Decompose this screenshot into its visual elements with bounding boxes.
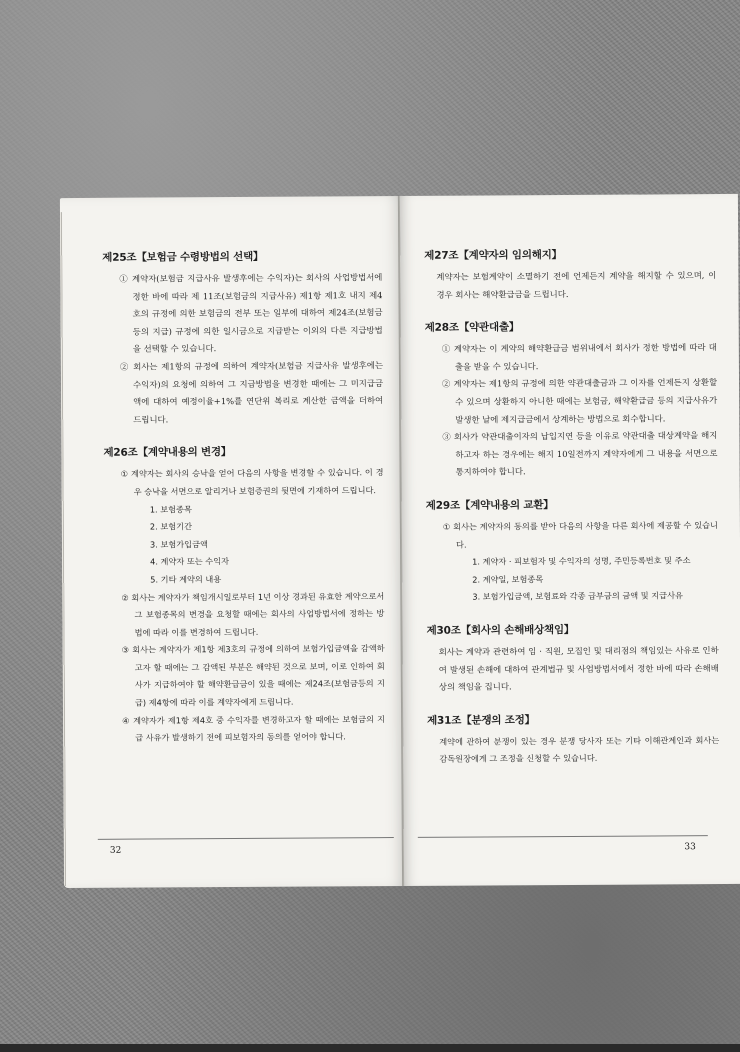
clause-3: ③ 회사가 약관대출이자의 납입지연 등을 이유로 약관대출 대상계약을 해지하고자 하는 경우에는 해지 10일전까지 계약자에게 그 내용을 서면으로 통지하여야 합니다. xyxy=(442,430,718,478)
article-27 xyxy=(424,246,716,304)
article-body: 계약에 관하여 분쟁이 있는 경우 분쟁 당사자 또는 기타 이해관계인과 회사는 감독원장에게 그 조정을 신청할 수 있습니다. xyxy=(439,734,720,765)
sub-item: 2. 계약일, 보험종목 xyxy=(472,573,544,585)
clause-2: ② 계약자는 제1항의 규정에 의한 약관대출금과 그 이자를 언제든지 상환할 수 있으며 상환하지 아니한 때에는 보험금, 해약환급금 등의 지급사유가 발생한 날에 제지급금에서 상계하는 방법으로 회수합니다. xyxy=(442,377,718,425)
article-30 xyxy=(426,621,718,697)
article-heading: 제25조【보험금 수령방법의 선택】 xyxy=(102,250,264,264)
article-heading: 제26조【계약내용의 변경】 xyxy=(103,446,232,460)
clause-1: ① 계약자는 이 계약의 해약환급금 범위내에서 회사가 정한 방법에 따라 대출을 받을 수 있습니다. xyxy=(441,342,717,372)
right-page xyxy=(400,194,740,886)
article-body: 회사는 계약과 관련하여 임 · 직원, 모집인 및 대리점의 책임있는 사유로 인하여 발생된 손해에 대하여 관계법규 및 사업방법서에서 정한 바에 따라 손해배상의 책임을 집니다. xyxy=(438,644,719,692)
article-heading: 제30조【회사의 손해배상책임】 xyxy=(426,623,575,637)
page-number: 32 xyxy=(109,845,122,856)
clause-1: ① 계약자(보험금 지급사유 발생후에는 수익자)는 회사의 사업방법서에 정한 바에 따라 제 11조(보험금의 지급사유) 제1항 제1호 내지 제4호의 규정에 의한 보험금의 전부 또는 일부에 대하여 제24조(보험금 등의 지급) 규정에 의한 일시금으로 지급받는 이외의 다른 지급방법을 선택할 수 있습니다. xyxy=(119,272,383,355)
article-heading: 제28조【약관대출】 xyxy=(424,321,520,335)
sub-item: 2. 보험기간 xyxy=(149,521,192,532)
clause-3: ③ 회사는 계약자가 제1항 제3호의 규정에 의하여 보험가입금액을 감액하고자 할 때에는 그 감액된 부분은 해약된 것으로 보며, 이로 인하여 회사가 지급하여야 할 해약환급금이 있을 때에는 제24조(보험금등의 지급) 제4항에 따라 이를 계약자에게 드립니다. xyxy=(121,643,385,708)
clause-2: ② 회사는 계약자가 책임개시일로부터 1년 이상 경과된 유효한 계약으로서 그 보험종목의 변경을 요청할 때에는 회사의 사업방법서에 정하는 방법에 따라 이를 변경하여 드립니다. xyxy=(121,590,385,638)
article-29 xyxy=(426,496,719,607)
sub-item: 3. 보험가입금액, 보험료와 각종 급부금의 금액 및 지급사유 xyxy=(472,590,683,602)
left-page xyxy=(60,196,408,888)
open-booklet xyxy=(60,194,740,888)
left-page-content xyxy=(60,248,407,764)
article-25 xyxy=(102,248,383,429)
footer-rule xyxy=(418,835,708,838)
clause-2: ② 회사는 제1항의 규정에 의하여 계약자(보험금 지급사유 발생후에는 수익자)의 요청에 의하여 그 지급방법을 변경한 때에는 그 미지급금액에 대하여 예정이율+1%를 연단위 복리로 계산한 금액을 더하여 드립니다. xyxy=(119,360,384,425)
article-26 xyxy=(103,443,385,747)
clause-1: ① 회사는 계약자의 동의를 받아 다음의 사항을 다른 회사에 제공할 수 있습니다. xyxy=(442,520,718,550)
right-page-content xyxy=(400,246,740,785)
article-heading: 제31조【분쟁의 조정】 xyxy=(427,713,536,727)
sub-item: 4. 계약자 또는 수익자 xyxy=(150,556,230,567)
sub-item: 5. 기타 계약의 내용 xyxy=(150,574,222,585)
scanner-edge xyxy=(0,1044,740,1052)
page-number: 33 xyxy=(684,842,696,853)
article-28 xyxy=(425,318,718,482)
sub-item: 1. 계약자 · 피보험자 및 수익자의 성명, 주민등록번호 및 주소 xyxy=(472,555,691,567)
clause-1: ① 계약자는 회사의 승낙을 얻어 다음의 사항을 변경할 수 있습니다. 이 경우 승낙을 서면으로 알리거나 보험증권의 뒷면에 기재하여 드립니다. xyxy=(120,467,384,497)
footer-rule xyxy=(98,837,394,840)
article-heading: 제27조【계약자의 임의해지】 xyxy=(424,249,562,262)
sub-item: 3. 보험가입금액 xyxy=(149,538,208,550)
article-31 xyxy=(427,711,719,769)
article-body: 계약자는 보험계약이 소멸하기 전에 언제든지 계약을 해지할 수 있으며, 이 경우 회사는 해약환급금을 드립니다. xyxy=(436,270,717,300)
clause-4: ④ 계약자가 제1항 제4호 중 수익자를 변경하고자 할 때에는 보험금의 지급 사유가 발생하기 전에 피보험자의 동의를 얻어야 합니다. xyxy=(122,713,386,743)
sub-item: 1. 보험종목 xyxy=(149,503,192,515)
article-heading: 제29조【계약내용의 교환】 xyxy=(425,499,554,512)
